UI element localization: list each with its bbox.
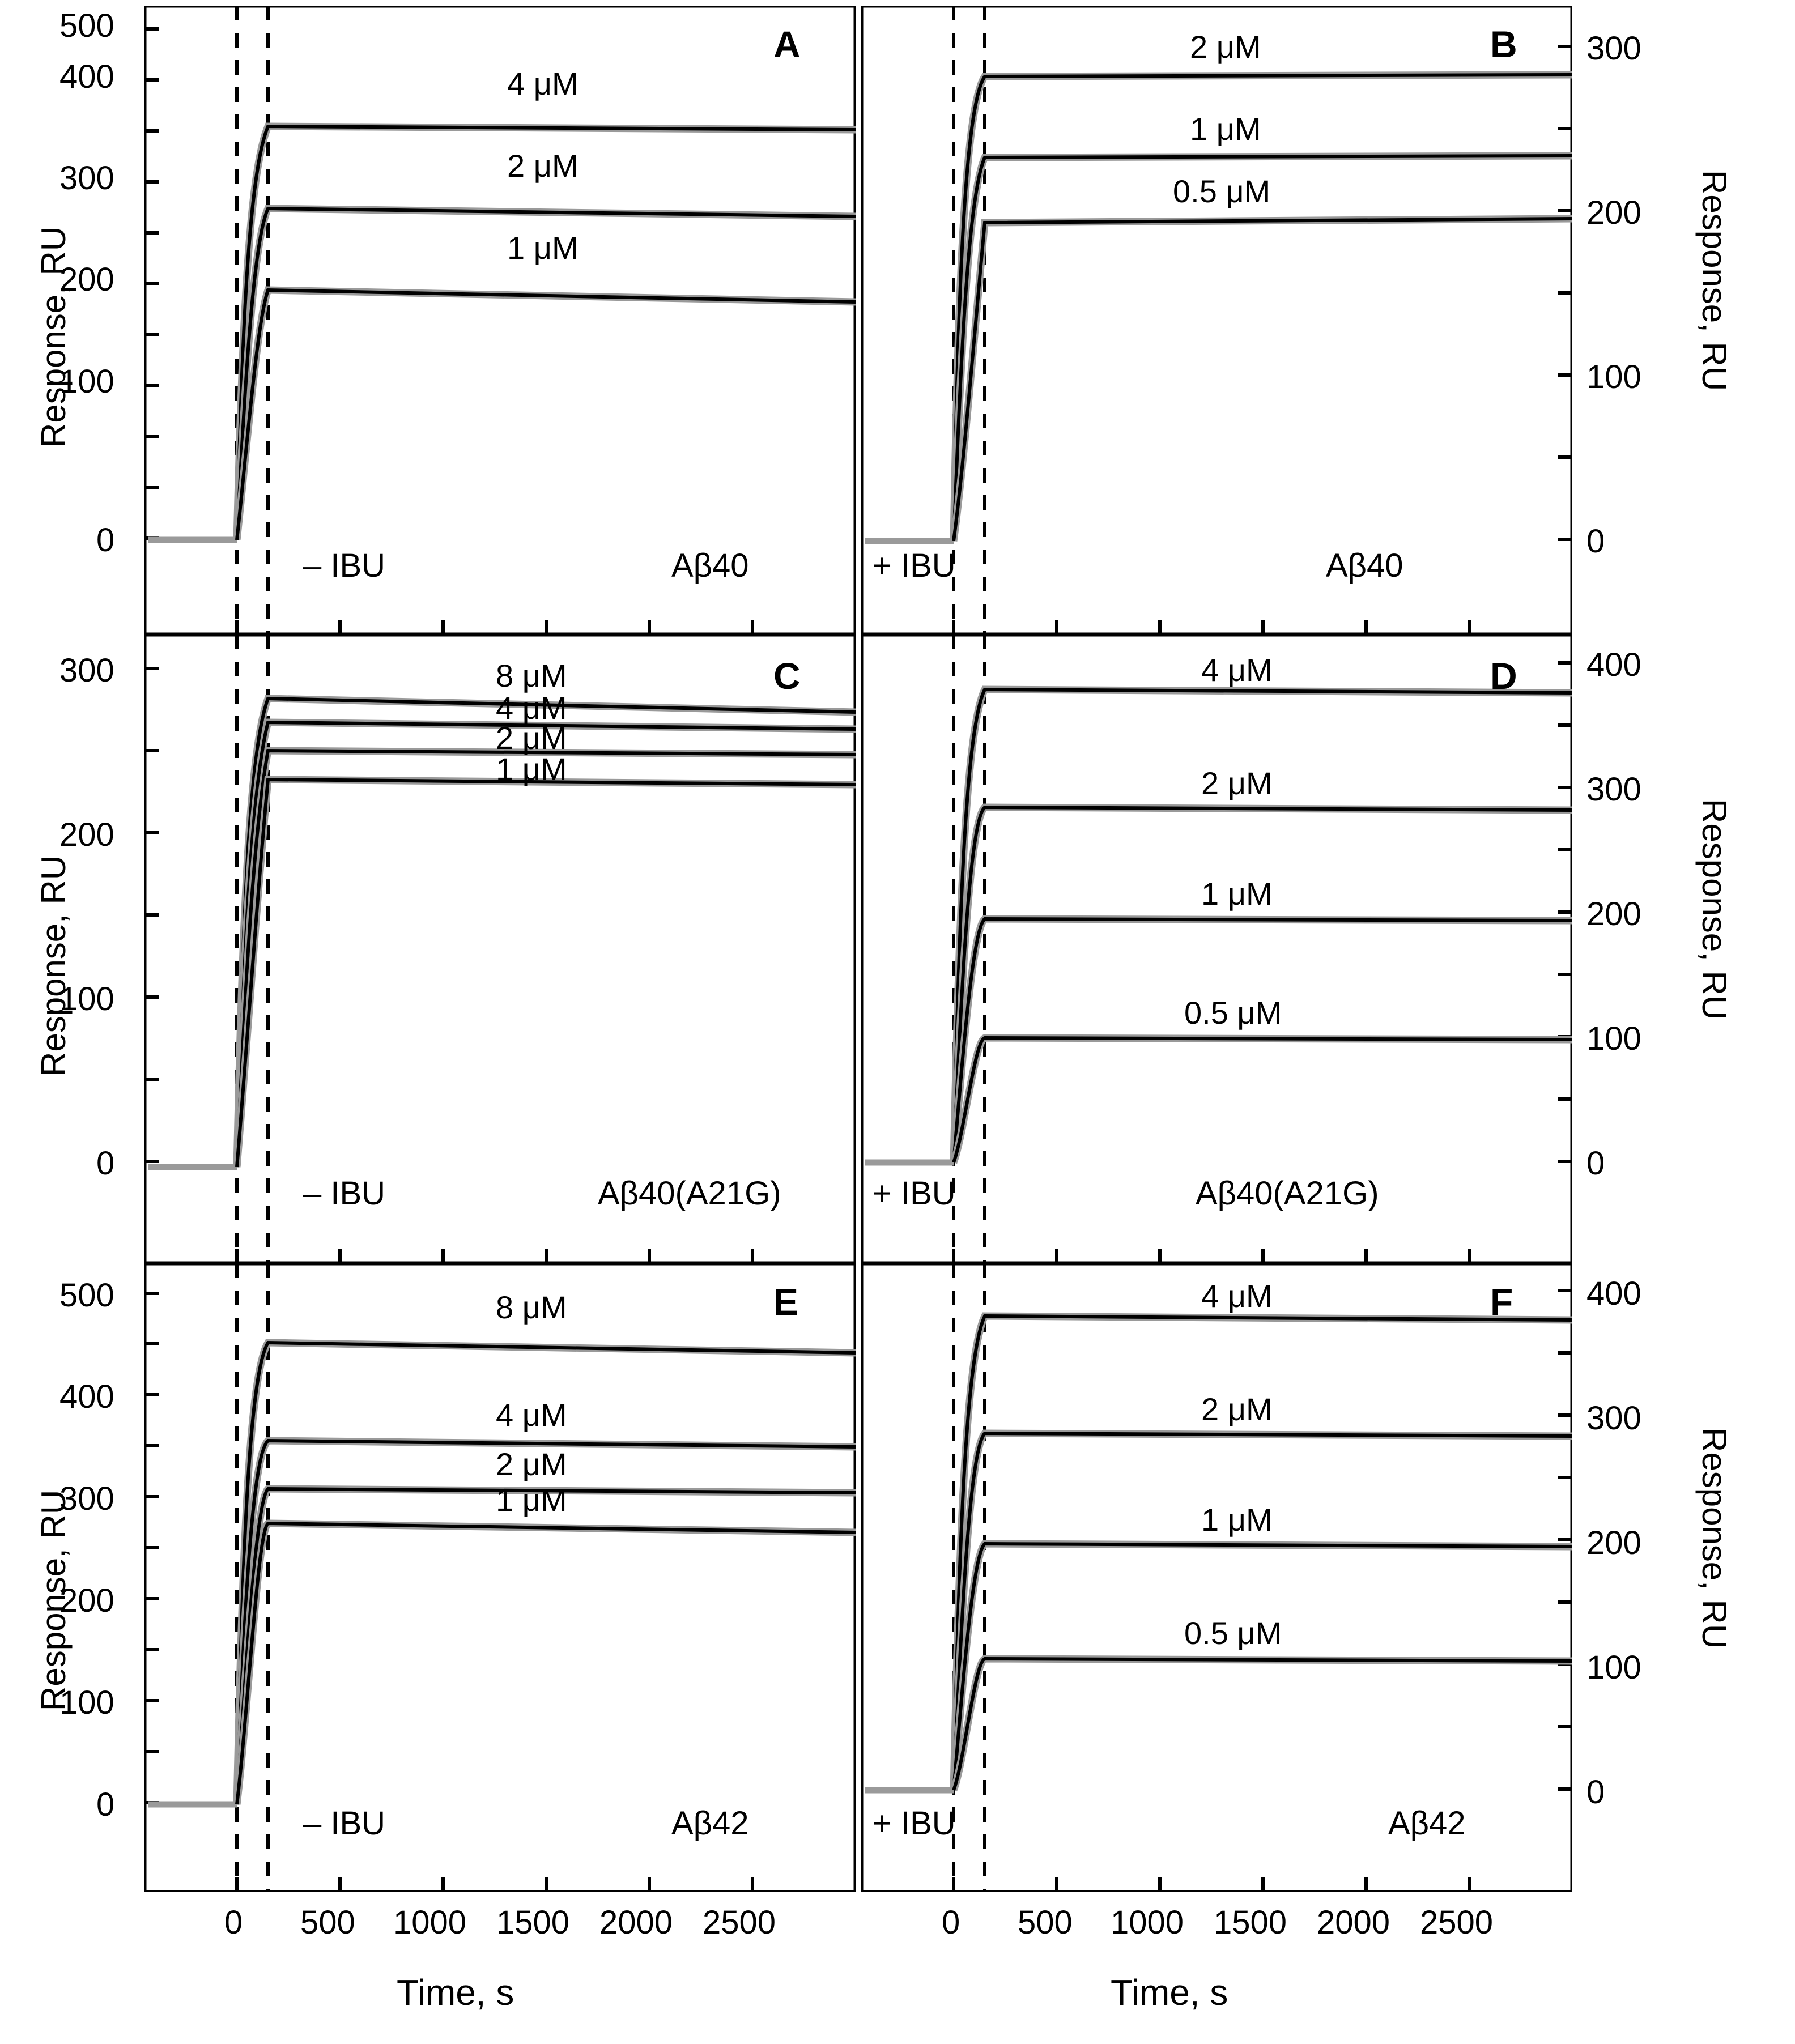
ytick-b-200: 200 [1586,194,1641,231]
ytick-a-200: 200 [59,261,114,298]
ylabel-f: Response, RU [1695,1428,1733,1649]
ytick-e-500: 500 [59,1277,114,1314]
ytick-e-0: 0 [96,1786,115,1823]
ylabel-b: Response, RU [1695,170,1733,391]
curve-label-a-0: 4 μM [507,66,579,101]
annot-d-ibu: + IBU [873,1175,956,1212]
curve-label-c-1: 4 μM [496,690,567,726]
xtick-e-500: 500 [300,1904,355,1941]
annot-a-ibu: – IBU [303,547,386,584]
panel-letter-b: B [1490,23,1517,65]
xaxis-title-left: Time, s [397,1972,514,2013]
panel-letter-c: C [773,655,801,697]
curve-label-b-0: 2 μM [1190,29,1261,65]
ytick-f-400: 400 [1586,1275,1641,1312]
xtick-f-1500: 1500 [1214,1904,1287,1941]
annot-f-ibu: + IBU [873,1805,956,1842]
curve-label-a-1: 2 μM [507,148,579,184]
panel-letter-e: E [773,1281,799,1323]
annot-b-peptide: Aβ40 [1326,547,1403,584]
curve-label-f-0: 4 μM [1201,1278,1273,1314]
xtick-e-1500: 1500 [496,1904,570,1941]
curve-label-e-2: 2 μM [496,1446,567,1482]
curve-label-c-3: 1 μM [496,751,567,787]
ylabel-e: Response, RU [35,1489,73,1711]
panel-c [144,635,856,1263]
ytick-a-100: 100 [59,363,114,400]
ytick-a-300: 300 [59,160,114,197]
xtick-f-2000: 2000 [1317,1904,1390,1941]
xtick-f-2500: 2500 [1420,1904,1494,1941]
panel-b-plot [861,6,1572,635]
ylabel-a: Response, RU [35,226,73,448]
panel-f [861,1263,1572,1892]
curve-label-d-1: 2 μM [1201,765,1273,801]
panel-e [144,1263,856,1892]
xtick-e-0: 0 [224,1904,243,1941]
curve-label-e-3: 1 μM [496,1482,567,1518]
annot-b-ibu: + IBU [873,547,956,584]
curve-label-d-2: 1 μM [1201,876,1273,912]
panel-b [861,6,1572,635]
curve-label-d-3: 0.5 μM [1184,995,1282,1030]
ytick-f-300: 300 [1586,1400,1641,1437]
annot-a-peptide: Aβ40 [671,547,749,584]
annot-e-peptide: Aβ42 [671,1805,749,1842]
ytick-f-0: 0 [1586,1774,1605,1811]
curve-label-d-0: 4 μM [1201,652,1273,688]
ytick-b-0: 0 [1586,523,1605,560]
curve-label-e-0: 8 μM [496,1289,567,1325]
ytick-b-100: 100 [1586,359,1641,395]
ytick-a-500: 500 [59,7,114,44]
ytick-c-300: 300 [59,652,114,689]
curve-label-e-1: 4 μM [496,1397,567,1433]
panel-a-plot [144,6,856,635]
curve-label-c-2: 2 μM [496,720,567,756]
xtick-f-1000: 1000 [1111,1904,1184,1941]
curve-label-a-2: 1 μM [507,230,579,266]
xtick-e-2500: 2500 [703,1904,776,1941]
xtick-f-0: 0 [942,1904,960,1941]
ytick-d-100: 100 [1586,1020,1641,1057]
ytick-f-200: 200 [1586,1525,1641,1561]
xtick-e-2000: 2000 [599,1904,673,1941]
curve-label-f-2: 1 μM [1201,1502,1273,1538]
xaxis-title-right: Time, s [1111,1972,1228,2013]
ytick-e-100: 100 [59,1684,114,1721]
curve-label-b-1: 1 μM [1190,111,1261,147]
panel-letter-a: A [773,23,801,65]
ytick-c-100: 100 [59,981,114,1017]
annot-e-ibu: – IBU [303,1805,386,1842]
ytick-a-400: 400 [59,58,114,95]
panel-letter-f: F [1490,1281,1513,1323]
ytick-b-300: 300 [1586,30,1641,67]
ytick-c-200: 200 [59,816,114,853]
ytick-d-200: 200 [1586,896,1641,932]
curve-label-f-1: 2 μM [1201,1391,1273,1427]
curve-label-c-0: 8 μM [496,658,567,693]
ytick-a-0: 0 [96,522,115,559]
ytick-c-0: 0 [96,1145,115,1182]
ytick-e-300: 300 [59,1480,114,1517]
panel-letter-d: D [1490,655,1517,697]
ytick-f-100: 100 [1586,1649,1641,1686]
annot-c-ibu: – IBU [303,1175,386,1212]
ytick-d-300: 300 [1586,771,1641,808]
ylabel-c: Response, RU [35,855,73,1076]
ytick-e-400: 400 [59,1378,114,1415]
xtick-e-1000: 1000 [393,1904,467,1941]
ytick-d-0: 0 [1586,1145,1605,1182]
panel-e-plot [144,1263,856,1892]
panel-d-plot [861,635,1572,1263]
panel-f-plot [861,1263,1572,1892]
panel-a [144,6,856,635]
annot-d-peptide: Aβ40(A21G) [1196,1175,1379,1212]
ytick-e-200: 200 [59,1582,114,1619]
annot-f-peptide: Aβ42 [1388,1805,1466,1842]
xtick-f-500: 500 [1018,1904,1073,1941]
ylabel-d: Response, RU [1695,799,1733,1020]
ytick-d-400: 400 [1586,646,1641,683]
annot-c-peptide: Aβ40(A21G) [598,1175,781,1212]
panel-d [861,635,1572,1263]
curve-label-b-2: 0.5 μM [1173,173,1271,209]
curve-label-f-3: 0.5 μM [1184,1615,1282,1651]
